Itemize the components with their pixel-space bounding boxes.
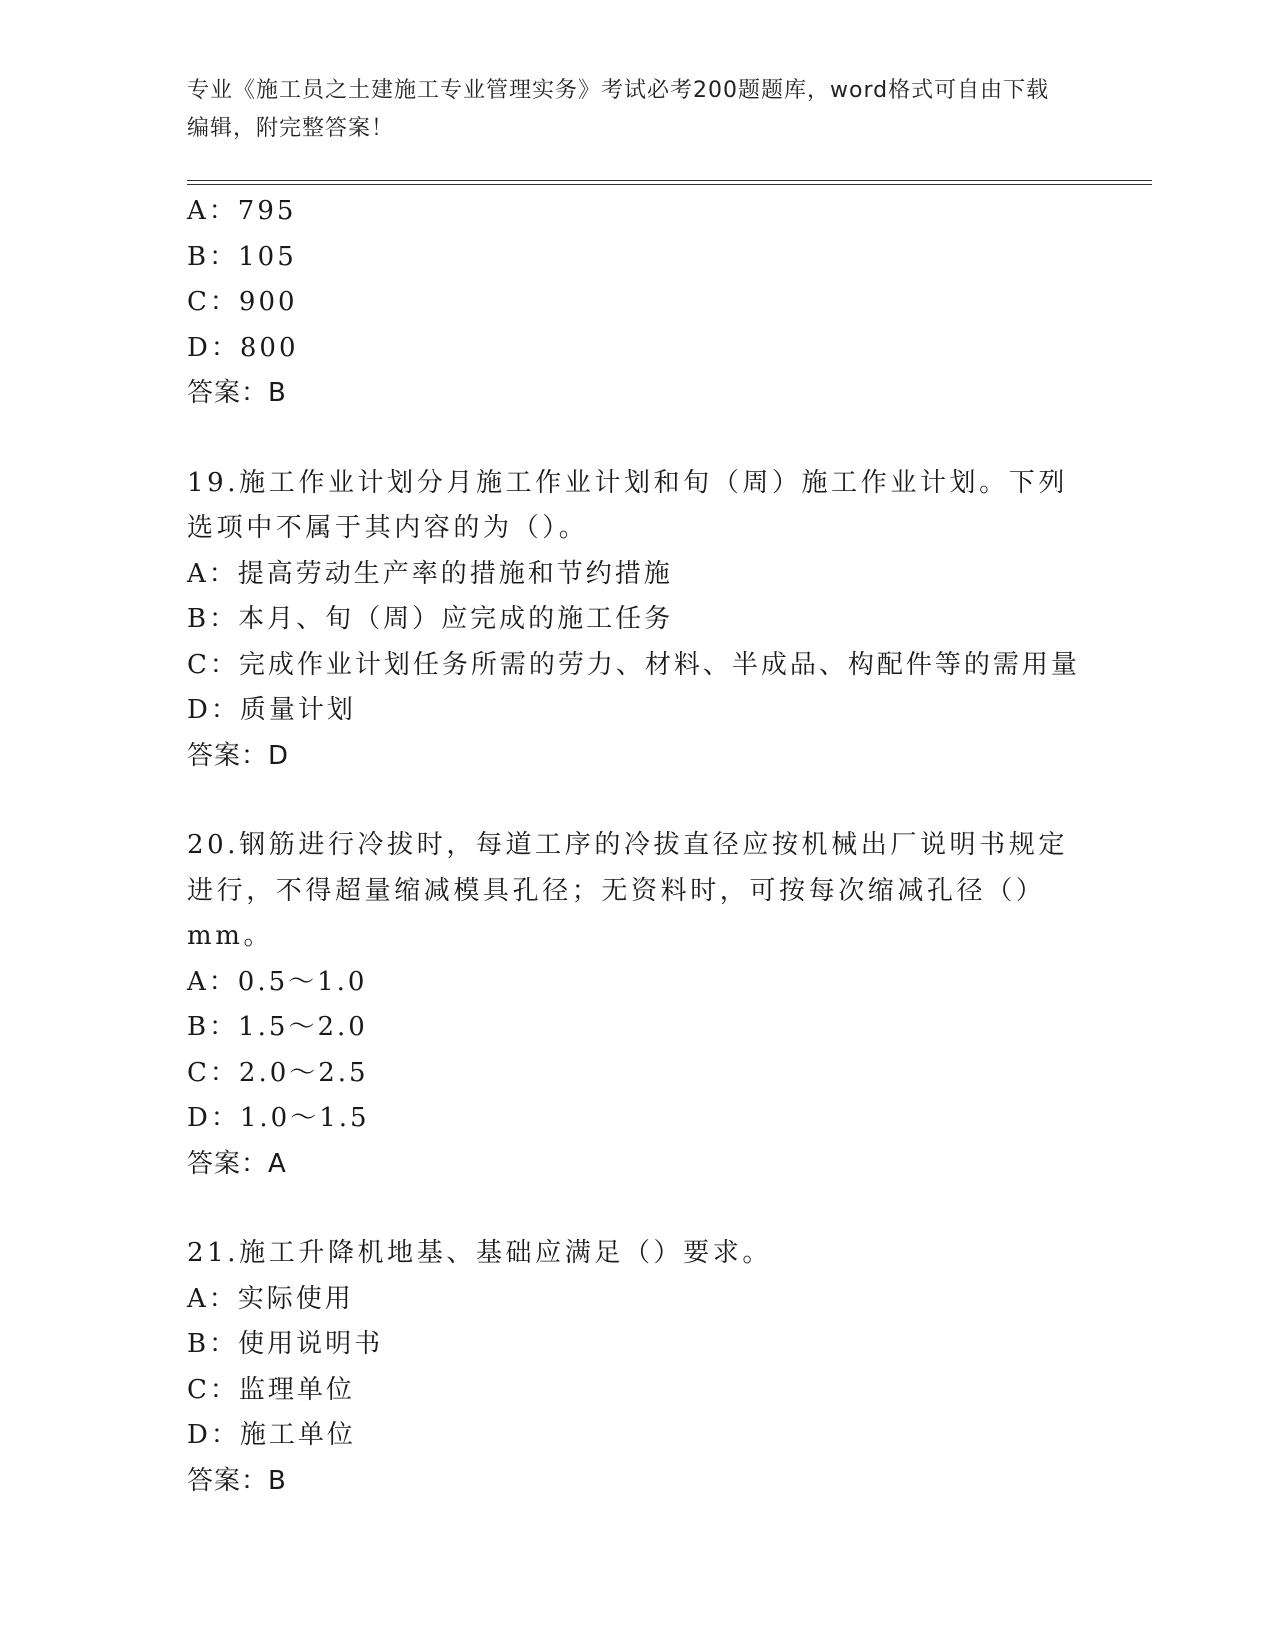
option-b: B：1.5～2.0 [187,1012,368,1042]
answer-line: 答案：A [187,1148,287,1179]
question-21 [187,1231,1087,1504]
option-a: A：提高劳动生产率的措施和节约措施 [187,558,673,589]
option-a: A：实际使用 [187,1283,354,1314]
document-header [187,72,1067,148]
option-c: C：900 [187,287,298,317]
question-19 [187,461,1087,780]
option-b: B：105 [187,241,297,272]
option-d: D：800 [187,332,299,363]
answer-line: 答案：B [187,378,287,408]
question-stem: 19.施工作业计划分月施工作业计划和旬（周）施工作业计划。下列选项中不属于其内容的为（）。 [187,467,1068,543]
option-c: C：完成作业计划任务所需的劳力、材料、半成品、构配件等的需用量 [187,649,1080,680]
option-d: D：1.0～1.5 [187,1103,370,1133]
header-rule-top [187,180,1152,181]
answer-line: 答案：D [187,740,290,771]
prev-question-block [187,189,1087,417]
option-b: B：使用说明书 [187,1329,384,1359]
option-a: A：0.5～1.0 [187,966,368,997]
option-a: A：795 [187,196,297,226]
option-c: C：2.0～2.5 [187,1057,369,1088]
header-text: 专业《施工员之土建施工专业管理实务》考试必考200题题库，word格式可自由下载编辑，附完整答案！ [187,78,1050,141]
option-d: D：质量计划 [187,695,356,725]
question-stem: 21.施工升降机地基、基础应满足（）要求。 [187,1238,772,1268]
answer-line: 答案：B [187,1465,287,1496]
header-rule-bottom [187,184,1152,185]
option-b: B：本月、旬（周）应完成的施工任务 [187,604,674,634]
option-d: D：施工单位 [187,1420,356,1450]
question-list [187,189,1087,1504]
question-20 [187,823,1087,1187]
option-c: C：监理单位 [187,1374,355,1405]
question-stem: 20.钢筋进行冷拔时，每道工序的冷拔直径应按机械出厂说明书规定进行，不得超量缩减模具孔径；无资料时，可按每次缩减孔径（）mm。 [187,830,1068,951]
